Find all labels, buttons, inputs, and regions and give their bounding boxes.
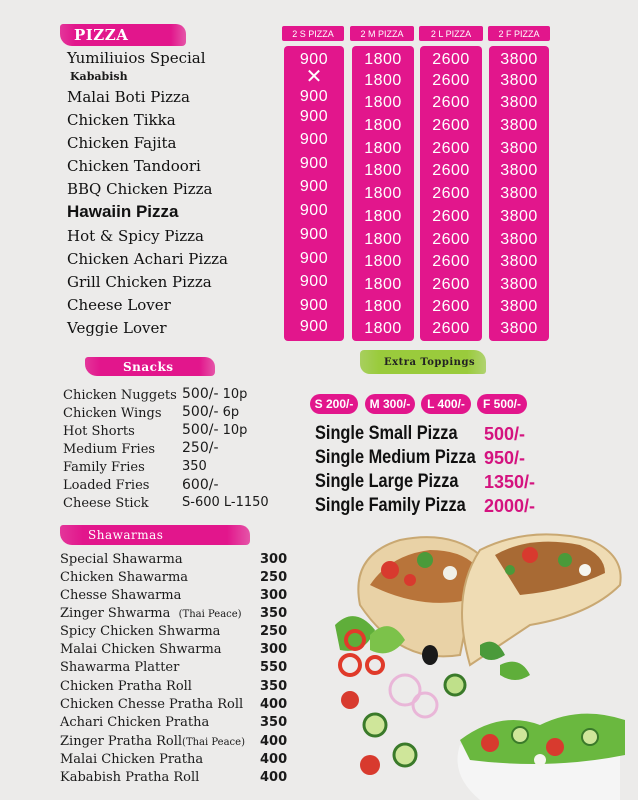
single-pizza-name: Single Small Pizza	[315, 423, 458, 444]
snack-price-value: 500/-	[182, 422, 219, 438]
snack-price-value: 250/-	[182, 440, 219, 456]
price: 3800	[500, 298, 538, 315]
price: 3800	[500, 72, 538, 89]
snack-price-note: 6p	[222, 405, 240, 420]
shawarma-item-name: Spicy Chicken Shwarma	[60, 624, 221, 639]
pizza-item-name: Hot & Spicy Pizza	[67, 227, 204, 245]
topping-badge-family: F 500/-	[477, 394, 527, 414]
price: 3800	[500, 253, 538, 270]
price: 3800	[500, 185, 538, 202]
shawarma-item-name: Chicken Chesse Pratha Roll	[60, 697, 244, 712]
snack-price-note: 10p	[222, 423, 248, 438]
price: 900	[299, 250, 329, 267]
price: 2600	[432, 51, 470, 68]
snack-price-value: 500/-	[182, 404, 219, 420]
price: 1800	[364, 140, 402, 157]
price: 900	[299, 202, 329, 219]
shawarma-item-price: 300	[260, 552, 288, 567]
price: 3800	[500, 51, 538, 68]
single-pizza-price: 950/-	[484, 448, 526, 468]
price: 2600	[432, 185, 470, 202]
price: 2600	[432, 72, 470, 89]
pizza-section-title: PIZZA	[60, 24, 186, 46]
topping-badge-medium: M 300/-	[365, 394, 415, 414]
snack-item-price	[182, 422, 247, 438]
shawarma-salad-illustration	[330, 515, 630, 800]
shawarma-name-text: Zinger Shwarma	[60, 606, 171, 621]
price: 1800	[364, 231, 402, 248]
pizza-item-name: Chicken Tikka	[67, 111, 176, 129]
shawarmas-section-title: Shawarmas	[60, 525, 250, 545]
price: 2600	[432, 298, 470, 315]
pizza-item-name: Chicken Fajita	[67, 134, 177, 152]
snack-item-name: Chicken Nuggets	[63, 388, 177, 403]
shawarma-item-name: Chesse Shawarma	[60, 588, 182, 603]
snack-item-name: Family Fries	[63, 460, 145, 475]
shawarma-item-price: 400	[260, 734, 288, 749]
price: 900	[299, 51, 329, 68]
shawarma-item-price: 550	[260, 660, 288, 675]
price: 3800	[500, 162, 538, 179]
shawarma-item-price: 400	[260, 770, 288, 785]
price: 1800	[364, 117, 402, 134]
pizza-item-name: Yumiliuios Special	[67, 49, 206, 67]
pizza-item-name: Grill Chicken Pizza	[67, 273, 212, 291]
snack-item-name: Hot Shorts	[63, 424, 135, 439]
shawarma-item-name	[60, 606, 242, 621]
price: 3800	[500, 320, 538, 337]
shawarma-item-name: Special Shawarma	[60, 552, 183, 567]
price: 1800	[364, 162, 402, 179]
shawarma-item-name: Shawarma Platter	[60, 660, 180, 675]
price: 3800	[500, 117, 538, 134]
shawarma-item-price: 250	[260, 570, 288, 585]
price: 2600	[432, 231, 470, 248]
shawarma-note: (Thai Peace)	[182, 737, 245, 748]
shawarma-item-price: 350	[260, 606, 288, 621]
single-pizza-price: 500/-	[484, 424, 526, 444]
price: 2600	[432, 140, 470, 157]
price-column-large	[420, 46, 482, 341]
snack-item-name: Cheese Stick	[63, 496, 149, 511]
shawarma-item-price: 300	[260, 588, 288, 603]
price: 1800	[364, 320, 402, 337]
snack-price-value: 350	[182, 459, 207, 474]
price: 1800	[364, 94, 402, 111]
shawarma-item-price: 400	[260, 697, 288, 712]
column-header-medium: 2 M PIZZA	[350, 26, 414, 41]
column-header-small: 2 S PIZZA	[282, 26, 344, 41]
price: 3800	[500, 231, 538, 248]
cross-icon: ✕	[305, 64, 323, 88]
price: 1800	[364, 276, 402, 293]
shawarma-item-name: Kababish Pratha Roll	[60, 770, 200, 785]
snack-price-value: 600/-	[182, 477, 219, 493]
shawarma-item-name: Malai Chicken Pratha	[60, 752, 204, 767]
price: 900	[299, 108, 329, 125]
pizza-item-name: Hawaiin Pizza	[67, 202, 179, 221]
price: 900	[299, 318, 329, 335]
price: 1800	[364, 298, 402, 315]
price: 1800	[364, 185, 402, 202]
snack-item-price	[182, 477, 219, 493]
pizza-item-name: Malai Boti Pizza	[67, 88, 190, 106]
price: 900	[299, 273, 329, 290]
topping-badge-small: S 200/-	[310, 394, 358, 414]
price: 2600	[432, 117, 470, 134]
price: 2600	[432, 276, 470, 293]
shawarma-note: (Thai Peace)	[178, 609, 242, 620]
shawarma-item-name: Achari Chicken Pratha	[60, 715, 210, 730]
single-pizza-name: Single Medium Pizza	[315, 447, 476, 468]
price-column-medium	[352, 46, 414, 341]
price: 3800	[500, 94, 538, 111]
price: 1800	[364, 72, 402, 89]
snack-price-note: 10p	[222, 387, 248, 402]
column-header-family: 2 F PIZZA	[488, 26, 550, 41]
pizza-item-subtitle: Kababish	[70, 70, 128, 83]
single-pizza-price: 2000/-	[484, 496, 536, 516]
snack-item-name: Loaded Fries	[63, 478, 150, 493]
price: 900	[299, 131, 329, 148]
price: 3800	[500, 276, 538, 293]
price-column-family	[489, 46, 549, 341]
shawarma-item-price: 350	[260, 679, 288, 694]
price: 2600	[432, 162, 470, 179]
column-header-large: 2 L PIZZA	[419, 26, 483, 41]
shawarma-item-price: 350	[260, 715, 288, 730]
price: 2600	[432, 94, 470, 111]
price: 900	[299, 297, 329, 314]
shawarma-item-price: 300	[260, 642, 288, 657]
single-pizza-name: Single Large Pizza	[315, 471, 459, 492]
price: 2600	[432, 320, 470, 337]
pizza-item-name: Chicken Tandoori	[67, 157, 201, 175]
shawarma-item-name: Malai Chicken Shwarma	[60, 642, 222, 657]
snack-item-name: Medium Fries	[63, 442, 156, 457]
shawarma-item-name	[60, 734, 245, 749]
price: 1800	[364, 208, 402, 225]
price: 2600	[432, 208, 470, 225]
snack-item-price	[182, 404, 239, 420]
snack-item-price	[182, 495, 269, 510]
shawarma-item-price: 250	[260, 624, 288, 639]
snack-item-name: Chicken Wings	[63, 406, 162, 421]
price: 1800	[364, 253, 402, 270]
single-pizza-name: Single Family Pizza	[315, 495, 466, 516]
pizza-item-name: Chicken Achari Pizza	[67, 250, 228, 268]
extra-toppings-title: Extra Toppings	[360, 350, 486, 374]
price: 900	[299, 88, 329, 105]
price: 3800	[500, 140, 538, 157]
shawarma-item-name: Chicken Shawarma	[60, 570, 189, 585]
shawarma-name-text: Zinger Pratha Roll	[60, 734, 183, 749]
snacks-section-title: Snacks	[85, 357, 215, 376]
topping-badge-large: L 400/-	[421, 394, 471, 414]
single-pizza-price: 1350/-	[484, 472, 536, 492]
price: 900	[299, 226, 329, 243]
snack-item-price	[182, 440, 219, 456]
pizza-item-name: Cheese Lover	[67, 296, 171, 314]
shawarma-item-price: 400	[260, 752, 288, 767]
price-column-small	[284, 46, 344, 341]
price: 900	[299, 178, 329, 195]
price: 900	[299, 155, 329, 172]
snack-price-value: 500/-	[182, 386, 219, 402]
price: 2600	[432, 253, 470, 270]
snack-price-value: S-600 L-1150	[182, 495, 269, 510]
snack-item-price	[182, 386, 247, 402]
shawarma-item-name: Chicken Pratha Roll	[60, 679, 192, 694]
price: 3800	[500, 208, 538, 225]
pizza-item-name: BBQ Chicken Pizza	[67, 180, 213, 198]
price: 1800	[364, 51, 402, 68]
pizza-item-name: Veggie Lover	[67, 319, 167, 337]
snack-item-price	[182, 459, 207, 474]
